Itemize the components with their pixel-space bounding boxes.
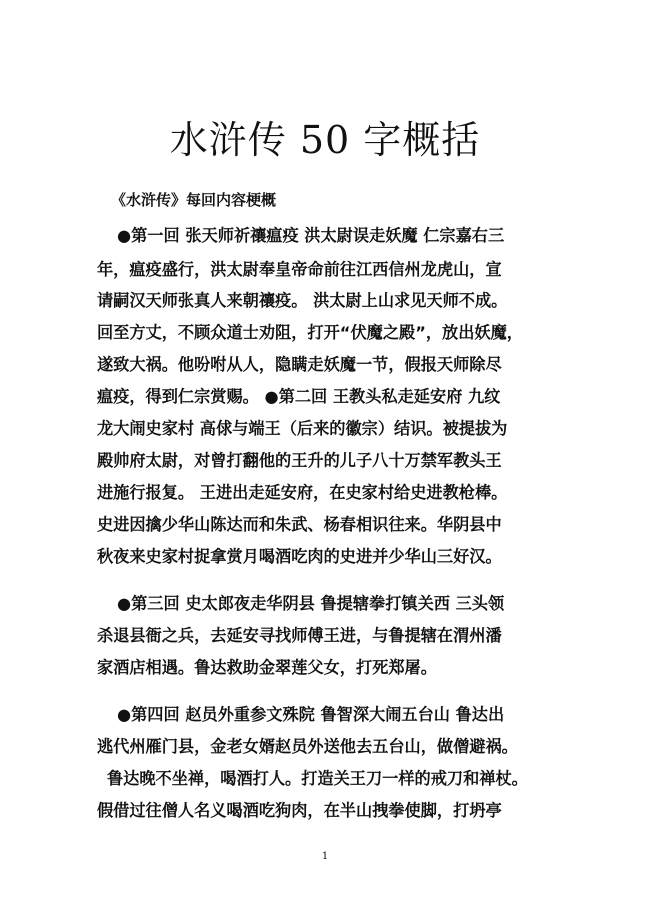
body-line: 回至方丈，不顾众道士劝阻，打开“伏魔之殿”，放出妖魔， xyxy=(97,323,523,342)
body-line: 进施行报复。 王进出走延安府，在史家村给史进教枪棒。 xyxy=(97,483,508,502)
body-line: 年，瘟疫盛行，洪太尉奉皇帝命前往江西信州龙虎山，宣 xyxy=(97,260,502,279)
body-line: 请嗣汉天师张真人来朝禳疫。 洪太尉上山求见天师不成。 xyxy=(97,291,508,310)
page-number: 1 xyxy=(321,851,329,862)
body-line: 假借过往僧人名义喝酒吃狗肉，在半山拽拳使脚，打坍亭 xyxy=(97,801,502,820)
body-line: ●第四回 赵员外重参文殊院 鲁智深大闹五台山 鲁达出 xyxy=(117,705,505,724)
body-line: 瘟疫，得到仁宗赏赐。 ●第二回 王教头私走延安府 九纹 xyxy=(97,387,501,406)
body-line: 遂致大祸。他吩咐从人，隐瞒走妖魔一节，假报天师除尽 xyxy=(97,355,502,374)
body-line: 龙大闹史家村 高俅与端王（后来的徽宗）结识。被提拔为 xyxy=(97,419,508,438)
body-line: ●第一回 张天师祈禳瘟疫 洪太尉误走妖魔 仁宗嘉右三 xyxy=(117,226,505,245)
body-line: ●第三回 史太郎夜走华阴县 鲁提辖拳打镇关西 三头领 xyxy=(117,594,505,613)
body-line: 史进因擒少华山陈达而和朱武、杨春相识往来。华阴县中 xyxy=(97,515,502,534)
body-line: 秋夜来史家村捉拿赏月喝酒吃肉的史进并少华山三好汉。 xyxy=(97,547,502,566)
body-line: 杀退县衙之兵，去延安寻找师傅王进，与鲁提辖在渭州潘 xyxy=(97,626,502,645)
document-title: 水浒传 50 字概括 xyxy=(169,118,481,162)
document-subtitle: 《水浒传》每回内容梗概 xyxy=(111,191,277,209)
body-line: 殿帅府太尉，对曾打翻他的王升的儿子八十万禁军教头王 xyxy=(97,451,502,470)
body-line: 家酒店相遇。鲁达救助金翠莲父女，打死郑屠。 xyxy=(97,658,437,677)
body-line: 逃代州雁门县，金老女婿赵员外送他去五台山，做僧避祸。 xyxy=(97,737,518,756)
body-line: 鲁达晚不坐禅，喝酒打人。打造关王刀一样的戒刀和禅杖。 xyxy=(107,769,528,788)
